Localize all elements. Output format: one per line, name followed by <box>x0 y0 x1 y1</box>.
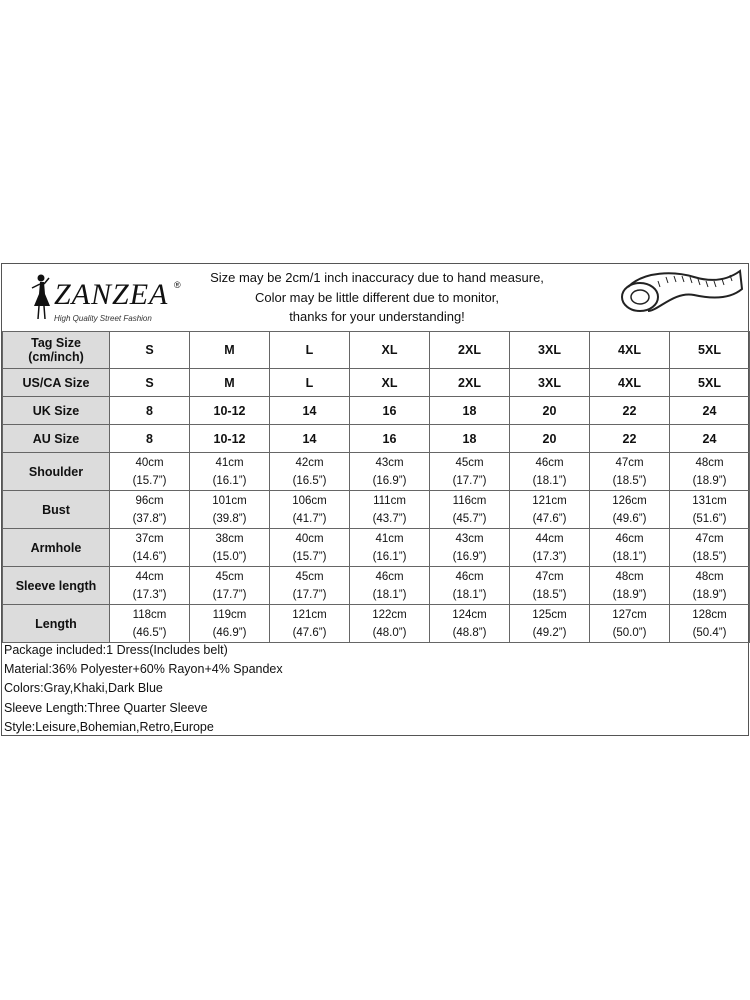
us-size-cell: XL <box>350 369 430 397</box>
measure-cm: 131cm <box>692 494 727 507</box>
au-size-cell: 8 <box>110 425 190 453</box>
measure-label: Length <box>3 605 110 643</box>
brand-name: ZANZEA <box>54 278 169 311</box>
measure-inch: (17.3”) <box>132 588 167 601</box>
measure-cm: 46cm <box>535 456 564 469</box>
measure-cell <box>190 567 270 605</box>
measure-inch: (17.7”) <box>212 588 247 601</box>
tag-size-cell: XL <box>350 332 430 369</box>
us-size-cell: L <box>270 369 350 397</box>
chart-header <box>2 264 748 332</box>
measure-cm: 44cm <box>535 532 564 545</box>
us-size-cell: 4XL <box>590 369 670 397</box>
measure-cm: 121cm <box>532 494 567 507</box>
measure-cell <box>110 453 190 491</box>
uk-size-cell: 18 <box>430 397 510 425</box>
us-size-cell: S <box>110 369 190 397</box>
measure-cm: 121cm <box>292 608 327 621</box>
measure-inch: (45.7”) <box>452 512 487 525</box>
measure-cm: 122cm <box>372 608 407 621</box>
measure-cell <box>270 567 350 605</box>
measure-cell <box>670 529 750 567</box>
measure-cm: 41cm <box>215 456 244 469</box>
measure-inch: (18.5”) <box>692 550 727 563</box>
measure-cm: 47cm <box>695 532 724 545</box>
measure-cell <box>590 529 670 567</box>
uk-size-header: UK Size <box>3 397 110 425</box>
measure-cell <box>430 453 510 491</box>
measure-cm: 126cm <box>612 494 647 507</box>
measure-cell <box>110 567 190 605</box>
measure-inch: (37.8”) <box>132 512 167 525</box>
uk-size-cell: 14 <box>270 397 350 425</box>
measure-cm: 48cm <box>615 570 644 583</box>
measure-inch: (18.1”) <box>372 588 407 601</box>
measure-inch: (17.7”) <box>452 474 487 487</box>
measure-inch: (18.9”) <box>612 588 647 601</box>
disclaimer-notes <box>177 268 577 327</box>
size-chart <box>1 263 749 736</box>
measure-inch: (51.6”) <box>692 512 727 525</box>
uk-size-cell: 22 <box>590 397 670 425</box>
measure-cm: 116cm <box>452 494 487 507</box>
measure-cm: 45cm <box>455 456 484 469</box>
tag-size-cell: 4XL <box>590 332 670 369</box>
measure-cell <box>430 529 510 567</box>
measure-inch: (18.1”) <box>612 550 647 563</box>
measure-label: Shoulder <box>3 453 110 491</box>
info-style: Style:Leisure,Bohemian,Retro,Europe <box>4 719 214 734</box>
measure-inch: (46.5”) <box>132 626 167 639</box>
measure-cell <box>590 567 670 605</box>
measurement-rows <box>3 453 750 643</box>
uk-size-cell: 24 <box>670 397 750 425</box>
table-row <box>3 425 750 453</box>
measure-cm: 119cm <box>212 608 247 621</box>
measure-inch: (39.8”) <box>212 512 247 525</box>
note-line: Color may be little different due to monitor, <box>255 289 499 305</box>
info-package: Package included:1 Dress(Includes belt) <box>4 643 228 657</box>
us-size-cell: 5XL <box>670 369 750 397</box>
measure-cm: 125cm <box>532 608 567 621</box>
measure-cm: 41cm <box>375 532 404 545</box>
registered-mark: ® <box>174 280 181 290</box>
measure-cell <box>670 605 750 643</box>
measure-cell <box>350 529 430 567</box>
us-size-header: US/CA Size <box>3 369 110 397</box>
measure-cell <box>590 605 670 643</box>
measure-cm: 40cm <box>135 456 164 469</box>
measure-cm: 45cm <box>295 570 324 583</box>
size-table <box>2 331 750 643</box>
au-size-header: AU Size <box>3 425 110 453</box>
measure-cm: 118cm <box>132 608 167 621</box>
measure-cm: 37cm <box>135 532 164 545</box>
measure-cell <box>590 453 670 491</box>
measure-inch: (43.7”) <box>372 512 407 525</box>
brand-logo <box>24 270 184 326</box>
measure-inch: (17.3”) <box>532 550 567 563</box>
measure-cell <box>270 529 350 567</box>
tag-size-cell: M <box>190 332 270 369</box>
measure-cell <box>510 567 590 605</box>
measure-cell <box>270 453 350 491</box>
measure-inch: (18.5”) <box>532 588 567 601</box>
measure-cell <box>190 605 270 643</box>
measure-inch: (16.1”) <box>372 550 407 563</box>
measure-inch: (18.9”) <box>692 474 727 487</box>
measure-cm: 128cm <box>692 608 727 621</box>
uk-size-cell: 20 <box>510 397 590 425</box>
measure-cell <box>350 567 430 605</box>
measure-inch: (18.9”) <box>692 588 727 601</box>
lady-silhouette-icon <box>26 272 54 322</box>
measure-inch: (49.2”) <box>532 626 567 639</box>
measure-cell <box>590 491 670 529</box>
measure-inch: (16.9”) <box>372 474 407 487</box>
measure-cm: 38cm <box>215 532 244 545</box>
table-row <box>3 397 750 425</box>
measure-inch: (15.7”) <box>292 550 327 563</box>
measure-cell <box>270 605 350 643</box>
measure-inch: (50.4”) <box>692 626 727 639</box>
tag-size-cell: L <box>270 332 350 369</box>
measure-cell <box>510 529 590 567</box>
table-row <box>3 332 750 369</box>
measure-inch: (49.6”) <box>612 512 647 525</box>
au-size-cell: 14 <box>270 425 350 453</box>
measure-cm: 47cm <box>535 570 564 583</box>
brand-tagline: High Quality Street Fashion <box>54 314 152 323</box>
info-material: Material:36% Polyester+60% Rayon+4% Spandex <box>4 662 283 677</box>
tag-size-header: Tag Size (cm/inch) <box>3 332 110 369</box>
measure-inch: (18.5”) <box>612 474 647 487</box>
au-size-cell: 22 <box>590 425 670 453</box>
table-row <box>3 369 750 397</box>
au-size-cell: 24 <box>670 425 750 453</box>
measure-cm: 46cm <box>615 532 644 545</box>
au-size-cell: 10-12 <box>190 425 270 453</box>
measure-cm: 47cm <box>615 456 644 469</box>
measure-inch: (15.7”) <box>132 474 167 487</box>
measure-inch: (16.9”) <box>452 550 487 563</box>
measure-cell <box>350 453 430 491</box>
measure-cell <box>270 491 350 529</box>
tag-size-cell: S <box>110 332 190 369</box>
measure-inch: (48.8”) <box>452 626 487 639</box>
measure-cm: 46cm <box>455 570 484 583</box>
us-size-cell: 2XL <box>430 369 510 397</box>
measure-inch: (16.1”) <box>212 474 247 487</box>
measure-label: Bust <box>3 491 110 529</box>
measure-inch: (18.1”) <box>532 474 567 487</box>
measure-inch: (14.6”) <box>132 550 167 563</box>
measure-cell <box>110 491 190 529</box>
measure-cell <box>430 491 510 529</box>
au-size-cell: 16 <box>350 425 430 453</box>
measure-inch: (47.6”) <box>292 626 327 639</box>
measure-cm: 124cm <box>452 608 487 621</box>
info-colors: Colors:Gray,Khaki,Dark Blue <box>4 681 163 696</box>
measure-cell <box>350 605 430 643</box>
measure-cell <box>190 491 270 529</box>
measure-cell <box>190 529 270 567</box>
tag-size-cell: 3XL <box>510 332 590 369</box>
table-row <box>3 529 750 567</box>
measure-cell <box>670 567 750 605</box>
measure-cm: 127cm <box>612 608 647 621</box>
tag-size-cell: 2XL <box>430 332 510 369</box>
measure-inch: (17.7”) <box>292 588 327 601</box>
measure-cell <box>430 605 510 643</box>
uk-size-cell: 8 <box>110 397 190 425</box>
measure-cell <box>190 453 270 491</box>
au-size-cell: 18 <box>430 425 510 453</box>
measure-cm: 48cm <box>695 456 724 469</box>
us-size-cell: M <box>190 369 270 397</box>
table-row <box>3 605 750 643</box>
measure-label: Sleeve length <box>3 567 110 605</box>
measure-cell <box>510 605 590 643</box>
measure-cm: 40cm <box>295 532 324 545</box>
tag-size-cell: 5XL <box>670 332 750 369</box>
measure-cell <box>110 529 190 567</box>
measure-cell <box>350 491 430 529</box>
measure-inch: (46.9”) <box>212 626 247 639</box>
measure-cell <box>110 605 190 643</box>
measure-cell <box>670 491 750 529</box>
measure-cm: 96cm <box>135 494 164 507</box>
measure-inch: (47.6”) <box>532 512 567 525</box>
measure-cm: 43cm <box>375 456 404 469</box>
measure-inch: (41.7”) <box>292 512 327 525</box>
measure-cell <box>510 491 590 529</box>
uk-size-cell: 10-12 <box>190 397 270 425</box>
measure-cm: 45cm <box>215 570 244 583</box>
us-size-cell: 3XL <box>510 369 590 397</box>
info-sleeve-length: Sleeve Length:Three Quarter Sleeve <box>4 700 208 715</box>
measure-cm: 111cm <box>373 494 406 507</box>
measure-cm: 44cm <box>135 570 164 583</box>
measure-inch: (50.0”) <box>612 626 647 639</box>
measure-label: Armhole <box>3 529 110 567</box>
table-row <box>3 491 750 529</box>
measure-inch: (18.1”) <box>452 588 487 601</box>
measure-cell <box>670 453 750 491</box>
measuring-tape-icon <box>614 267 744 329</box>
measure-inch: (15.0”) <box>212 550 247 563</box>
au-size-cell: 20 <box>510 425 590 453</box>
measure-cell <box>430 567 510 605</box>
measure-inch: (48.0”) <box>372 626 407 639</box>
note-line: thanks for your understanding! <box>289 309 465 324</box>
table-row <box>3 567 750 605</box>
table-row <box>3 453 750 491</box>
measure-inch: (16.5”) <box>292 474 327 487</box>
measure-cm: 46cm <box>375 570 404 583</box>
measure-cell <box>510 453 590 491</box>
uk-size-cell: 16 <box>350 397 430 425</box>
measure-cm: 101cm <box>212 494 247 507</box>
measure-cm: 43cm <box>455 532 484 545</box>
product-info <box>2 641 748 737</box>
measure-cm: 48cm <box>695 570 724 583</box>
measure-cm: 42cm <box>295 456 324 469</box>
note-line: Size may be 2cm/1 inch inaccuracy due to hand measure, <box>210 270 544 285</box>
measure-cm: 106cm <box>292 494 327 507</box>
